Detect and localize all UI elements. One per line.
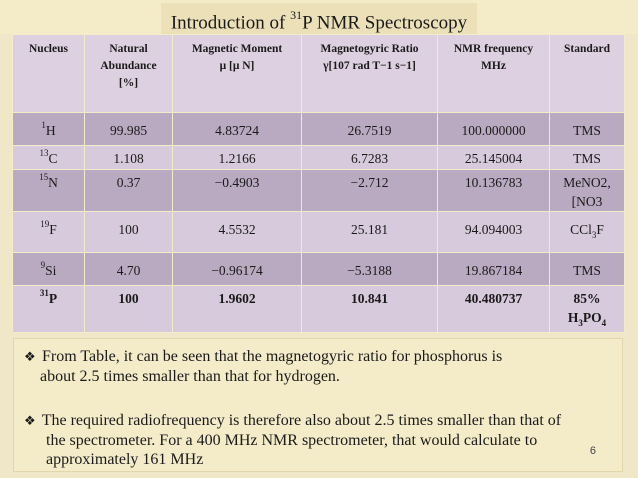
notes-box — [13, 338, 623, 472]
title-text-prefix: Introduction of — [170, 12, 291, 34]
table-row-si — [13, 253, 625, 286]
note-text: approximately 161 MHz — [46, 451, 204, 468]
title-bar — [0, 0, 638, 34]
diamond-bullet-icon: ❖ — [24, 414, 36, 429]
cell-standard: TMS — [550, 253, 625, 286]
note-text: about 2.5 times smaller than that for hydrogen. — [40, 368, 340, 385]
cell-abundance: 0.37 — [85, 170, 173, 212]
cell-moment: 4.5532 — [173, 212, 302, 253]
table-row-n15 — [13, 170, 625, 212]
cell-moment: −0.96174 — [173, 253, 302, 286]
table-row-c13 — [13, 146, 625, 170]
cell-frequency: 19.867184 — [438, 253, 550, 286]
cell-nucleus: $^{15}$N — [13, 170, 85, 212]
header-magnetic-moment: Magnetic Moment μ [μ N] — [173, 35, 302, 113]
cell-standard: MeNO2, [NO3 — [550, 170, 625, 212]
cell-frequency: 100.000000 — [438, 113, 550, 146]
bullet-point — [24, 347, 616, 386]
cell-moment: 4.83724 — [173, 113, 302, 146]
cell-nucleus: $^9$Si — [13, 253, 85, 286]
cell-abundance: 100 — [85, 286, 173, 333]
note-text: The required radiofrequency is therefore also about 2.5 times smaller than that of — [41, 412, 562, 429]
page-number: 6 — [589, 445, 596, 457]
cell-abundance: 99.985 — [85, 113, 173, 146]
cell-standard: TMS — [550, 113, 625, 146]
cell-frequency: 10.136783 — [438, 170, 550, 212]
header-standard: Standard — [550, 35, 625, 113]
cell-ratio: 10.841 — [302, 286, 438, 333]
cell-moment: −0.4903 — [173, 170, 302, 212]
cell-nucleus: $^{19}$F — [13, 212, 85, 253]
nmr-properties-table — [12, 34, 624, 330]
cell-standard: 85% $H_3PO_4$ — [550, 286, 625, 333]
cell-abundance: 4.70 — [85, 253, 173, 286]
cell-ratio: −5.3188 — [302, 253, 438, 286]
header-nmr-frequency: NMR frequency MHz — [438, 35, 550, 113]
bullet-point — [24, 411, 616, 469]
cell-standard: TMS — [550, 146, 625, 170]
header-nucleus: Nucleus — [13, 35, 85, 113]
cell-abundance: 100 — [85, 212, 173, 253]
cell-nucleus: $^{31}$P — [13, 286, 85, 333]
cell-nucleus: $^{13}$C — [13, 146, 85, 170]
note-text: From Table, it can be seen that the magnetogyric ratio for phosphorus is — [42, 348, 503, 365]
header-magnetogyric-ratio: Magnetogyric Ratio γ[107 rad T−1 s−1] — [302, 35, 438, 113]
note-text: the spectrometer. For a 400 MHz NMR spectrometer, that would calculate to — [46, 432, 538, 449]
cell-ratio: 25.181 — [302, 212, 438, 253]
table-row-p31 — [13, 286, 625, 333]
cell-frequency: 25.145004 — [438, 146, 550, 170]
table-header-row — [13, 35, 625, 113]
cell-ratio: 26.7519 — [302, 113, 438, 146]
diamond-bullet-icon: ❖ — [24, 350, 36, 365]
table-row-h1 — [13, 113, 625, 146]
cell-moment: 1.9602 — [173, 286, 302, 333]
cell-abundance: 1.108 — [85, 146, 173, 170]
header-abundance: Natural Abundance [%] — [85, 35, 173, 113]
cell-frequency: 40.480737 — [438, 286, 550, 333]
cell-ratio: 6.7283 — [302, 146, 438, 170]
cell-nucleus: $^1$H — [13, 113, 85, 146]
table-row-f19 — [13, 212, 625, 253]
title-superscript: 31 — [290, 8, 303, 22]
cell-ratio: −2.712 — [302, 170, 438, 212]
cell-moment: 1.2166 — [173, 146, 302, 170]
cell-frequency: 94.094003 — [438, 212, 550, 253]
cell-standard: CCl$_3$F — [550, 212, 625, 253]
title-text-suffix: P NMR Spectroscopy — [302, 12, 468, 34]
